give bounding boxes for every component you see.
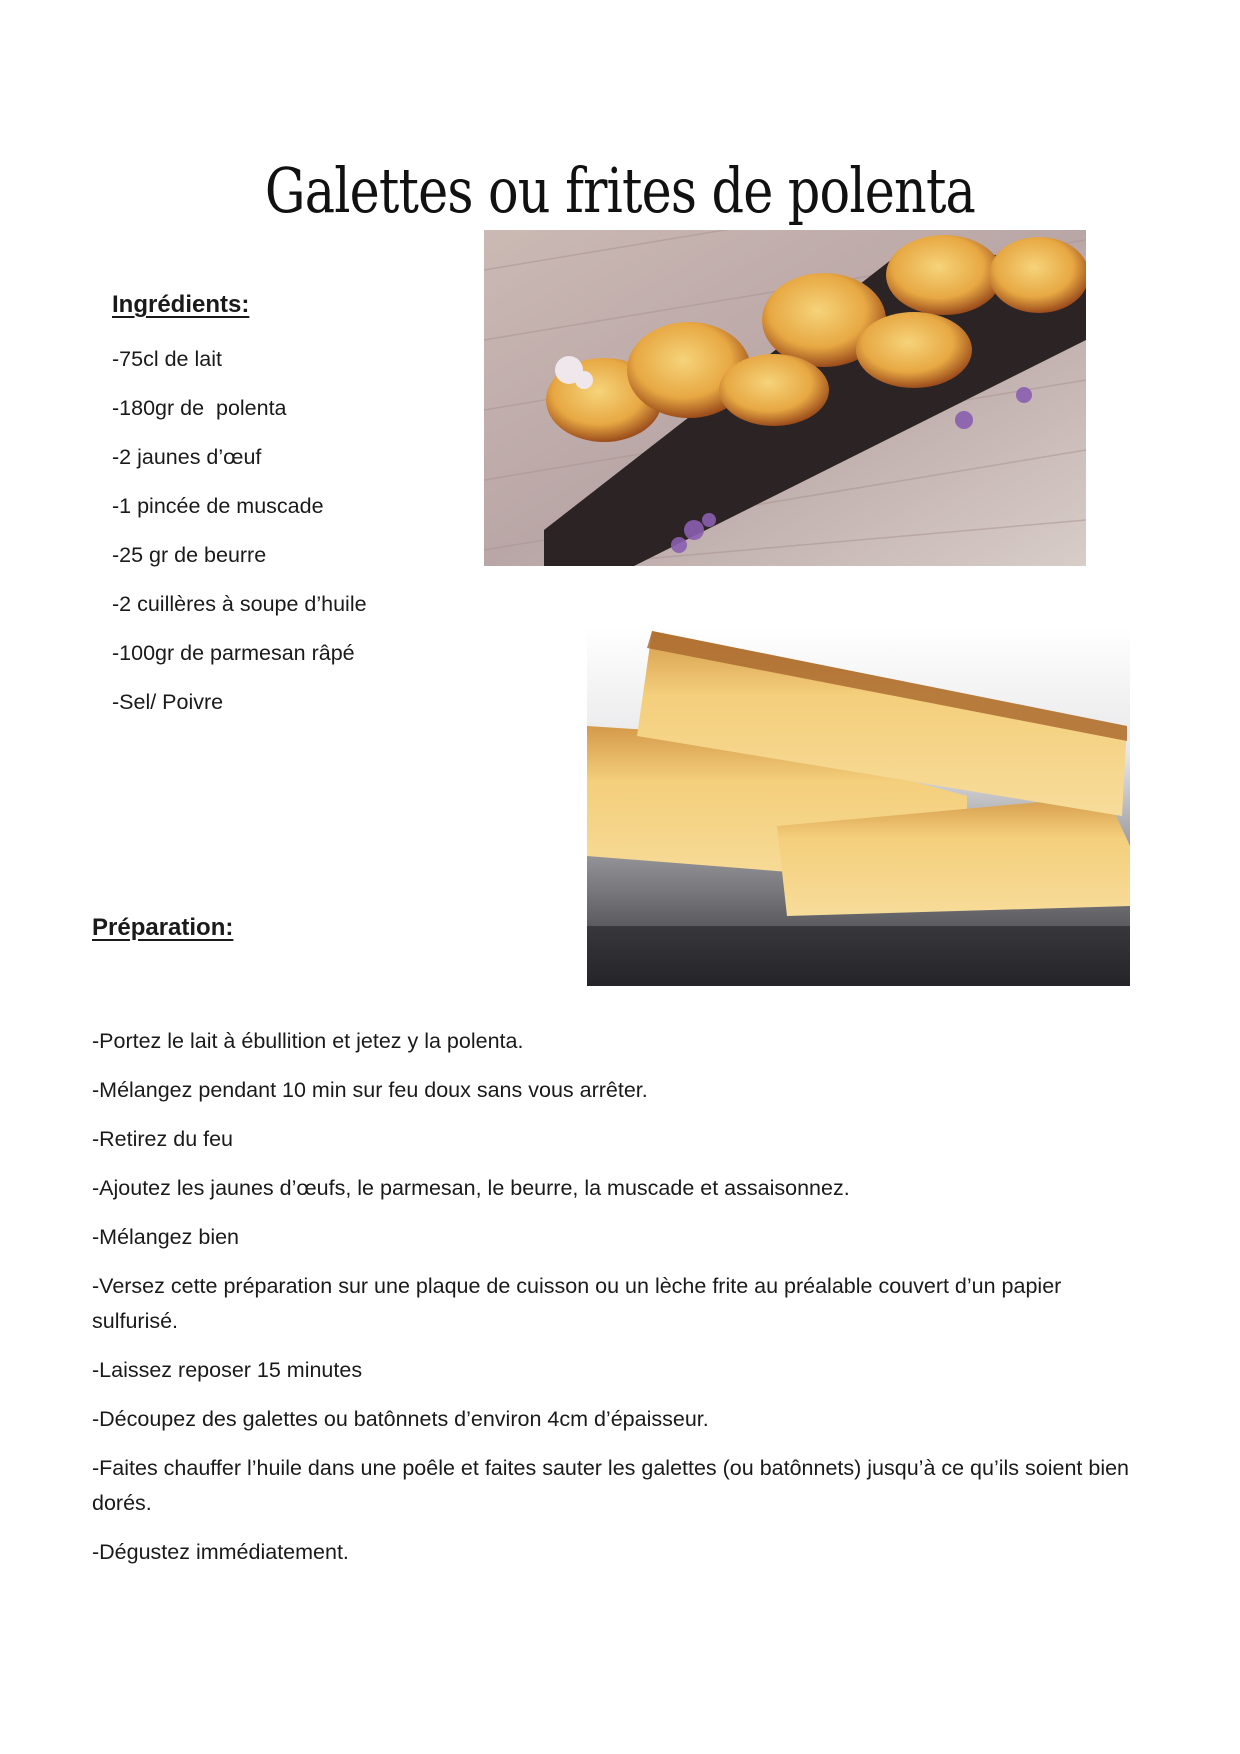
- preparation-step: -Retirez du feu: [92, 1127, 234, 1151]
- preparation-step: -Portez le lait à ébullition et jetez y la polenta.: [92, 1029, 524, 1053]
- ingredient-item: -100gr de parmesan râpé: [112, 641, 355, 665]
- ingredient-item: -Sel/ Poivre: [112, 690, 224, 714]
- preparation-step: -Faites chauffer l’huile dans une poêle et faites sauter les galettes (ou batônnets) jusqu’à ce qu’ils soient bien dorés.: [92, 1456, 1130, 1515]
- preparation-step: -Laissez reposer 15 minutes: [92, 1358, 363, 1382]
- ingredients-list: [112, 346, 367, 738]
- preparation-steps: [92, 1024, 1152, 1584]
- ingredient-item: -75cl de lait: [112, 347, 222, 371]
- ingredient-item: -2 jaunes d’œuf: [112, 445, 262, 469]
- ingredient-item: -25 gr de beurre: [112, 543, 267, 567]
- preparation-step: -Découpez des galettes ou batônnets d’environ 4cm d’épaisseur.: [92, 1407, 709, 1431]
- preparation-heading: Préparation:: [92, 914, 234, 941]
- ingredient-item: -2 cuillères à soupe d’huile: [112, 592, 367, 616]
- frites-photo: [587, 626, 1130, 986]
- preparation-step: -Dégustez immédiatement.: [92, 1540, 349, 1564]
- preparation-step: -Versez cette préparation sur une plaque de cuisson ou un lèche frite au préalable couvert d’un papier sulfurisé.: [92, 1274, 1062, 1333]
- preparation-step: -Mélangez bien: [92, 1225, 240, 1249]
- preparation-step: -Mélangez pendant 10 min sur feu doux sans vous arrêter.: [92, 1078, 648, 1102]
- galettes-photo: [484, 230, 1086, 566]
- ingredients-heading: Ingrédients:: [112, 291, 250, 318]
- preparation-step: -Ajoutez les jaunes d’œufs, le parmesan, le beurre, la muscade et assaisonnez.: [92, 1176, 850, 1200]
- ingredient-item: -1 pincée de muscade: [112, 494, 324, 518]
- page-title: Galettes ou frites de polenta: [264, 153, 976, 227]
- ingredient-item: -180gr de polenta: [112, 396, 287, 420]
